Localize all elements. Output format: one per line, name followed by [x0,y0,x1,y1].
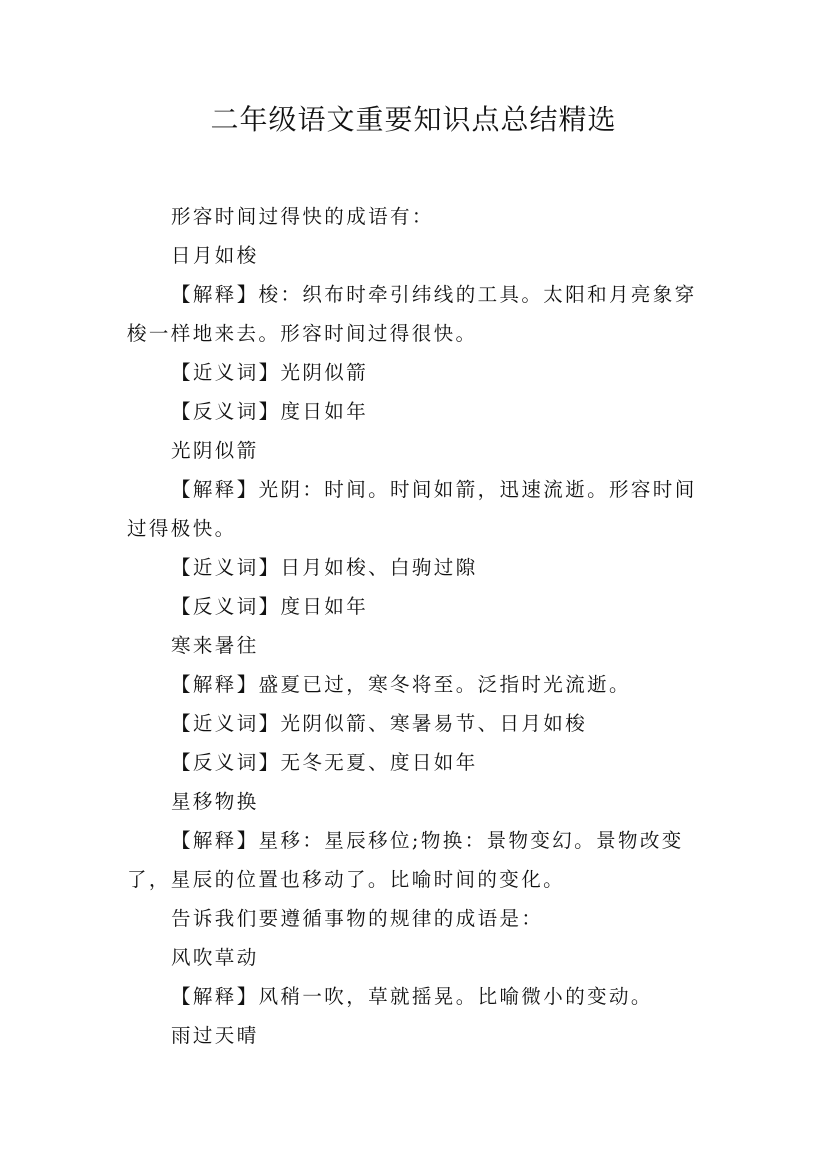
idiom-synonym: 【近义词】光阴似箭、寒暑易节、日月如梭 [171,712,588,735]
idiom-explanation: 【解释】盛夏已过，寒冬将至。泛指时光流逝。 [171,673,631,696]
idiom-synonym: 【近义词】日月如梭、白驹过隙 [171,556,478,579]
idiom-heading: 星移物换 [171,790,259,813]
idiom-synonym: 【近义词】光阴似箭 [171,361,369,384]
paragraph-intro-fast-time: 形容时间过得快的成语有： [171,205,434,228]
idiom-explanation: 【解释】星移：星辰移位;物换：景物变幻。景物改变了，星辰的位置也移动了。比喻时间的变化。 [127,829,684,891]
idiom-explanation: 【解释】光阴：时间。时间如箭，迅速流逝。形容时间过得极快。 [127,478,697,540]
document-title: 二年级语文重要知识点总结精选 [210,103,617,136]
idiom-heading: 日月如梭 [171,244,259,267]
paragraph-intro-follow-rules: 告诉我们要遵循事物的规律的成语是： [171,907,544,930]
document-body [127,197,705,1055]
idiom-heading: 寒来暑往 [171,634,259,657]
idiom-heading: 雨过天晴 [171,1024,259,1047]
idiom-explanation: 【解释】梭：织布时牵引纬线的工具。太阳和月亮象穿梭一样地来去。形容时间过得很快。 [127,283,697,345]
idiom-antonym: 【反义词】度日如年 [171,595,369,618]
idiom-heading: 风吹草动 [171,946,259,969]
idiom-antonym: 【反义词】无冬无夏、度日如年 [171,751,478,774]
idiom-explanation: 【解释】风稍一吹，草就摇晃。比喻微小的变动。 [171,985,653,1008]
idiom-heading: 光阴似箭 [171,439,259,462]
idiom-antonym: 【反义词】度日如年 [171,400,369,423]
